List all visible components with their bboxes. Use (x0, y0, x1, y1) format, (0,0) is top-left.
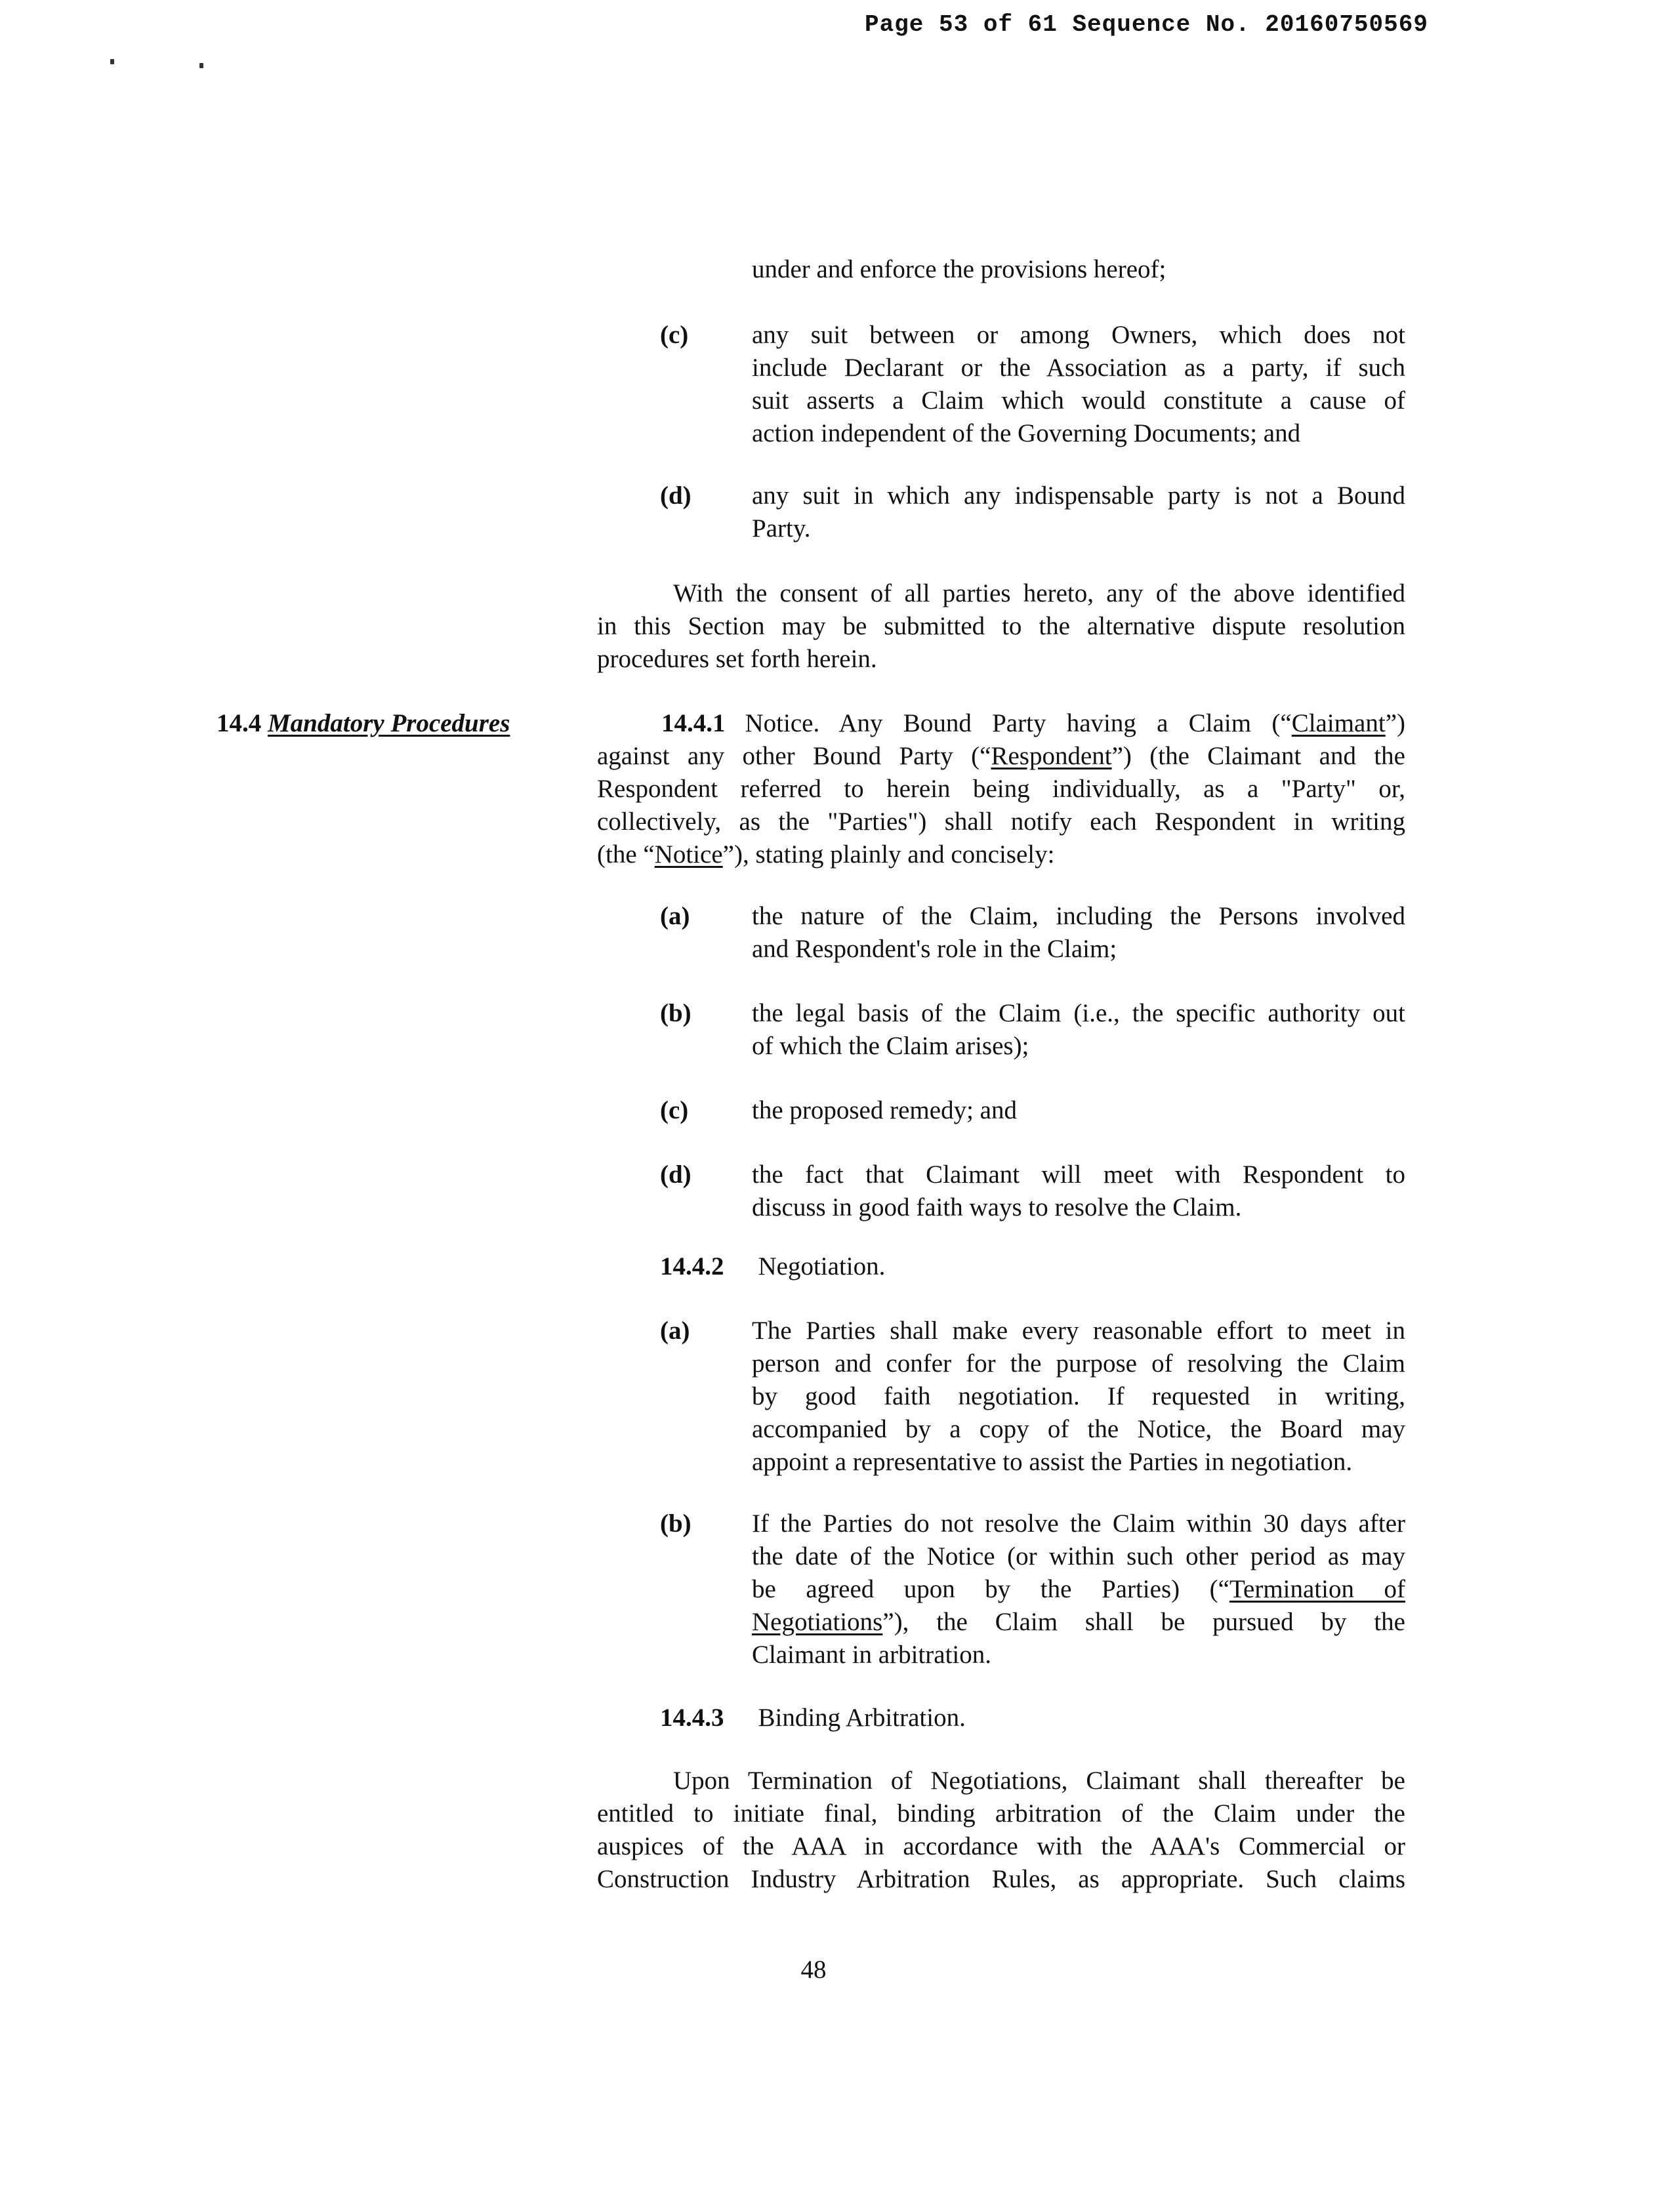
list2-b-label: (b) (660, 999, 691, 1027)
text-line: collectively, as the "Parties") shall notify each Respondent in writing (597, 808, 1405, 836)
text-line: appoint a representative to assist the Parties in negotiation. (752, 1448, 1353, 1476)
text-span: ”) (the Claimant and the (1111, 742, 1405, 770)
list2-c-label: (c) (660, 1096, 689, 1124)
list1-c-text (752, 319, 1405, 450)
page-number: 48 (800, 1956, 827, 1984)
consent-paragraph (597, 577, 1405, 676)
list1-d-label: (d) (660, 481, 691, 510)
text-span: Notice. Any Bound Party having a Claim (“ (745, 709, 1292, 737)
text-line: Party. (752, 514, 811, 543)
arbitration-paragraph (597, 1765, 1405, 1896)
text-span: against any other Bound Party (“ (597, 742, 991, 770)
text-line: the legal basis of the Claim (i.e., the specific authority out (752, 999, 1405, 1027)
negotiation-heading (660, 1250, 885, 1283)
list1-c-label: (c) (660, 321, 689, 349)
text-line: and Respondent's role in the Claim; (752, 935, 1117, 963)
defined-term-termination: Termination of (1229, 1575, 1405, 1603)
text-span: ”), stating plainly and concisely: (722, 840, 1055, 869)
list2-d-label: (d) (660, 1160, 691, 1189)
list2-a-text (752, 900, 1405, 966)
arbitration-heading (660, 1702, 966, 1734)
speck (199, 63, 203, 68)
text-line: discuss in good faith ways to resolve the Claim. (752, 1193, 1242, 1221)
negotiation-b-text (752, 1507, 1405, 1671)
scan-specks (110, 54, 215, 70)
page-sequence-stamp: Page 53 of 61 Sequence No. 20160750569 (865, 11, 1428, 38)
text-line: the fact that Claimant will meet with Respondent to (752, 1160, 1405, 1189)
defined-term-claimant: Claimant (1291, 709, 1386, 737)
text-span: (the “ (597, 840, 655, 869)
text-line: Claimant in arbitration. (752, 1641, 991, 1669)
text-line: If the Parties do not resolve the Claim within 30 days after (752, 1509, 1405, 1538)
text-span: ”) (1385, 709, 1405, 737)
arbitration-number: 14.4.3 (660, 1704, 724, 1732)
section-heading (217, 707, 510, 740)
text-line: the date of the Notice (or within such other period as may (752, 1542, 1405, 1570)
text-line: any suit between or among Owners, which does not (752, 321, 1405, 349)
negotiation-a-text (752, 1315, 1405, 1479)
list2-d-text (752, 1158, 1405, 1224)
list2-a-label: (a) (660, 902, 690, 930)
text-line: include Declarant or the Association as a party, if such (752, 354, 1405, 382)
text-span: be agreed upon by the Parties) (“ (752, 1575, 1229, 1603)
text-line: by good faith negotiation. If requested in writing, (752, 1382, 1405, 1410)
text-line: person and confer for the purpose of resolving the Claim (752, 1349, 1405, 1378)
negotiation-a-label: (a) (660, 1317, 690, 1345)
arbitration-title: Binding Arbitration. (758, 1704, 966, 1732)
speck (110, 59, 114, 64)
list2-c-text (752, 1094, 1405, 1127)
text-line: With the consent of all parties hereto, any of the above identified (673, 579, 1405, 607)
continuation-line: under and enforce the provisions hereof; (752, 255, 1166, 283)
text-line: action independent of the Governing Documents; and (752, 419, 1301, 447)
text-line: in this Section may be submitted to the alternative dispute resolution (597, 612, 1405, 640)
notice-paragraph (597, 707, 1405, 871)
text-line: Upon Termination of Negotiations, Claimant shall thereafter be (673, 1767, 1405, 1795)
text-line: any suit in which any indispensable party is not a Bound (752, 481, 1405, 510)
text-line: the proposed remedy; and (752, 1096, 1017, 1124)
text-line: entitled to initiate final, binding arbitration of the Claim under the (597, 1799, 1405, 1828)
text-line: suit asserts a Claim which would constitute a cause of (752, 386, 1405, 415)
section-number: 14.4 (217, 709, 262, 737)
negotiation-title: Negotiation. (758, 1252, 886, 1280)
text-line: auspices of the AAA in accordance with the AAA's Commercial or (597, 1832, 1405, 1860)
text-line: the nature of the Claim, including the Persons involved (752, 902, 1405, 930)
negotiation-b-label: (b) (660, 1509, 691, 1538)
defined-term-respondent: Respondent (991, 742, 1112, 770)
text-line: accompanied by a copy of the Notice, the Board may (752, 1415, 1405, 1443)
text-line: The Parties shall make every reasonable effort to meet in (752, 1317, 1405, 1345)
text-line: procedures set forth herein. (597, 645, 877, 673)
defined-term-notice: Notice (654, 840, 723, 869)
list2-b-text (752, 997, 1405, 1063)
text-line: Respondent referred to herein being individually, as a "Party" or, (597, 775, 1405, 803)
text-line: Construction Industry Arbitration Rules, as appropriate. Such claims (597, 1865, 1405, 1893)
text-span: ”), the Claim shall be pursued by the (882, 1608, 1405, 1636)
notice-number: 14.4.1 (661, 709, 726, 737)
negotiation-number: 14.4.2 (660, 1252, 724, 1280)
text-line: of which the Claim arises); (752, 1032, 1029, 1060)
section-title: Mandatory Procedures (268, 709, 510, 737)
defined-term-negotiations: Negotiations (752, 1608, 883, 1636)
list1-d-text (752, 480, 1405, 545)
